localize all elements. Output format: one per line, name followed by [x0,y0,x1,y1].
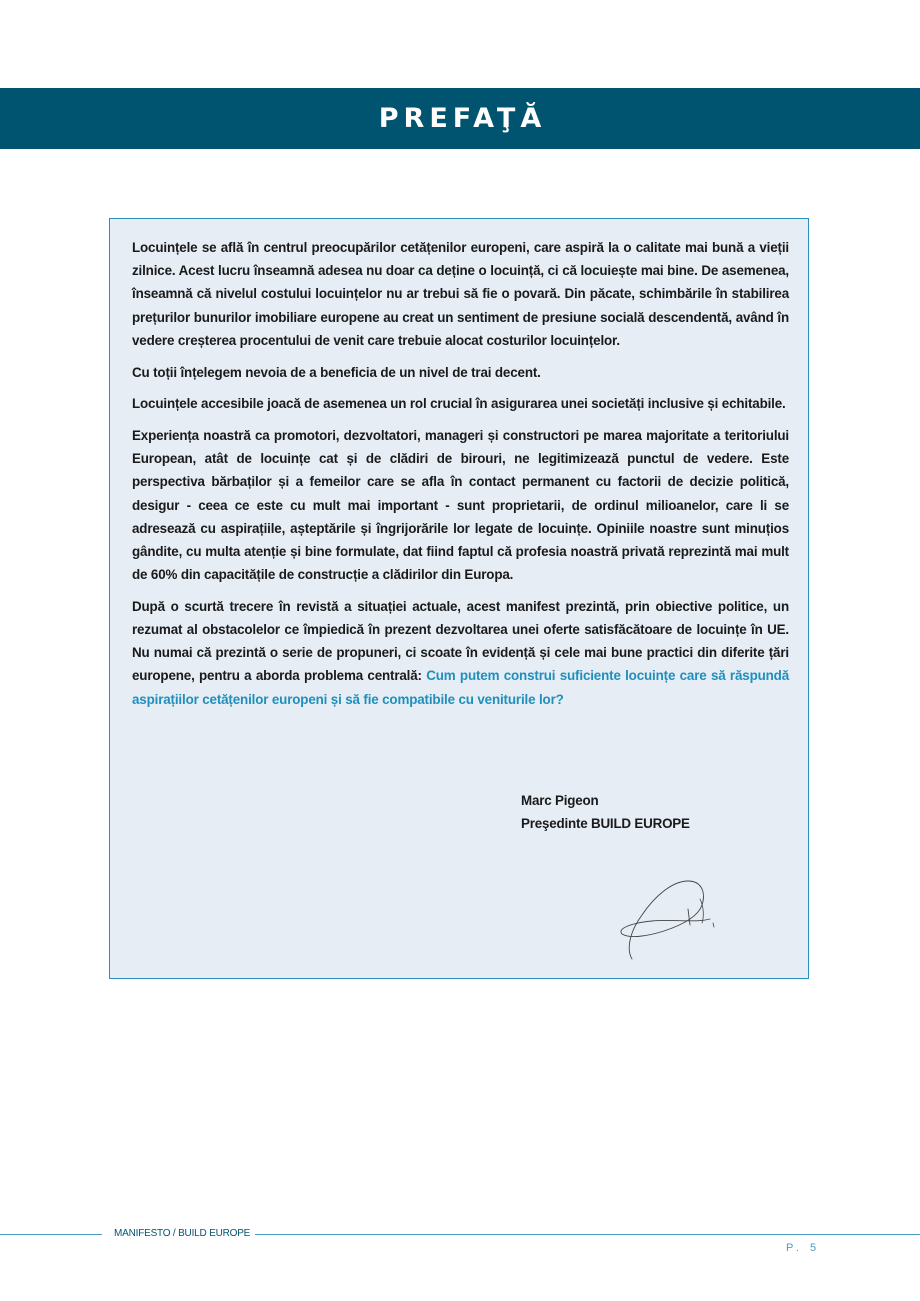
paragraph-2: Cu toții înțelegem nevoia de a beneficia de un nivel de trai decent. [132,364,541,380]
page-number: P. 5 [786,1242,821,1254]
paragraph-3: Locuințele accesibile joacă de asemenea un rol crucial în asigurarea unei societăți inclusive și echitabile. [132,396,786,412]
paragraph-5-intro: După o scurtă trecere în revistă a situației actuale, acest manifest prezintă, prin obiective politice, un rezumat al obstacolelor ce împiedică în prezent dezvoltarea unei oferte satisfăcătoare de locuințe în UE. Nu numai că prezintă o serie de propuneri, ci scoate în evidență și cele mai bune practici din diferite țări europene, pentru a aborda problema centrală: [132,598,789,684]
paragraph-4: Experiența noastră ca promotori, dezvoltatori, manageri și constructori pe marea majoritate a teritoriului European, atât de locuințe cat și de clădiri de birouri, ne legitimizează punctul de vedere. Este perspectiva bărbaților și a femeilor care se afla în contact permanent cu factorii de decizie politică, desigur - ceea ce este cu mult mai important - sunt proprietarii, de ordinul milioanelor, care li se adresează cu aspirațiile, așteptările și îngrijorările lor legate de locuințe. Opiniile noastre sunt minuțios gândite, cu multa atenție și bine formulate, dat fiind faptul că profesia noastră privată reprezintă mai mult de 60% din capacitățile de construcție a clădirilor din Europa. [132,427,789,583]
footer-label: MANIFESTO / BUILD EUROPE [114,1228,251,1239]
title-band [0,88,920,149]
paragraph-1: Locuințele se află în centrul preocupărilor cetățenilor europeni, care aspiră la o calitate mai bună a vieții zilnice. Acest lucru înseamnă adesea nu doar ca deține o locuință, ci că locuiește mai bine. De asemenea, înseamnă că nivelul costului locuințelor nu ar trebui să fie o povară. Din păcate, schimbările în stabilirea prețurilor bunurilor imobiliare europene au creat un sentiment de presiune socială descendentă, având în vedere creșterea procentului de venit care trebuie alocat costurilor locuințelor. [132,240,789,348]
preface-text [132,236,789,719]
signer-name: Marc Pigeon [521,793,599,808]
paragraph-5 [132,595,789,711]
footer-rule-right [255,1234,920,1235]
page-title: PREFAŢĂ [378,103,547,134]
footer-rule-left [0,1234,102,1235]
central-question: Cum putem construi suficiente locuințe care să răspundă aspirațiilor cetățenilor europeni și să fie compatibile cu veniturile lor? [132,668,789,707]
signature-block [521,789,690,835]
signer-role: Preşedinte BUILD EUROPE [521,816,690,832]
preface-box [109,218,809,979]
handwritten-signature [620,879,715,964]
